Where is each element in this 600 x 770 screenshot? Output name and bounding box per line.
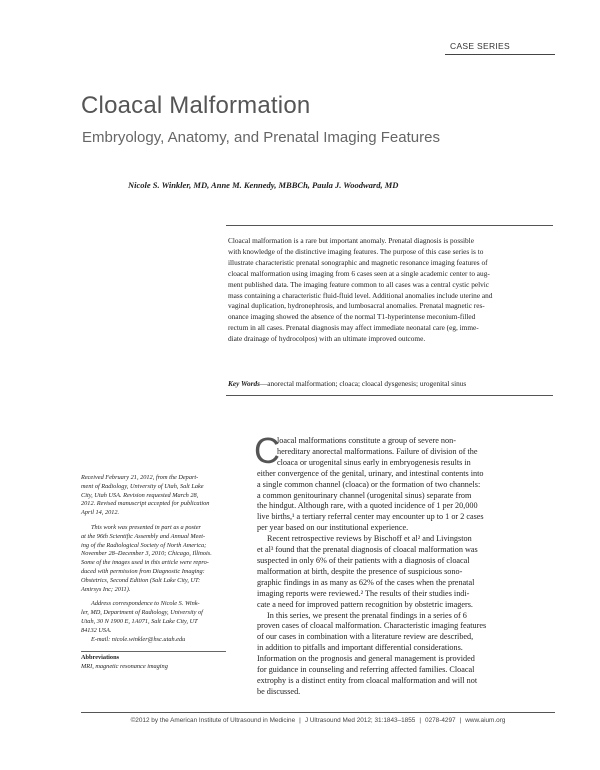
note-line: Some of the images used in this article were repro- [81,559,209,567]
note-line: duced with permission from Diagnostic Imaging: [81,567,205,575]
body-line: live births,¹ a tertiary referral center may encounter up to 1 or 2 cases [257,512,484,522]
drop-cap: C [254,430,280,471]
body-line: cloaca or urogenital sinus early in embryogenesis results in [277,457,471,467]
note-line: ing of the Radiological Society of North America; [81,541,207,549]
received-note [81,474,226,518]
article-notes-sidebar [81,474,226,650]
presented-note [81,524,226,594]
footer-separator: | [419,717,422,724]
body-line: suspected in only 6% of their patients with a diagnosis of cloacal [257,555,470,565]
body-line: either convergence of the genital, urinary, and intestinal contents into [257,468,484,478]
footer-separator: | [299,717,301,724]
keywords [228,379,558,388]
body-line: cate a need for improved pattern recognition by obstetric imagers. [257,599,473,609]
footer-url[interactable]: www.aium.org [465,717,506,724]
abstract-line: Cloacal malformation is a rare but important anomaly. Prenatal diagnosis is possible [228,236,474,245]
keywords-list: —anorectal malformation; cloaca; cloacal dysgenesis; urogenital sinus [259,379,467,388]
body-line: be discussed. [257,686,301,696]
abstract-line: with knowledge of the distinctive imaging features. The purpose of this case series is to [228,246,484,256]
note-line: Utah, 30 N 1900 E, 1A071, Salt Lake City, UT [81,617,198,625]
footer-copyright: ©2012 by the American Institute of Ultrasound in Medicine [130,717,296,724]
footer-rule [81,712,555,713]
body-line: of our cases in combination with a literature review are described, [257,632,474,642]
note-line: April 14, 2012. [81,509,120,517]
article-authors: Nicole S. Winkler, MD, Anne M. Kennedy, MBBCh, Paula J. Woodward, MD [128,180,399,190]
body-line: In this series, we present the prenatal findings in a series of 6 [267,610,467,620]
body-line: a single common channel (cloaca) or the formation of two channels: [257,479,481,489]
section-label: CASE SERIES [450,41,510,51]
abbreviations-rule [81,651,226,652]
abstract-line: ment published data. The imaging feature common to all cases was a central cystic pelvic [228,279,490,289]
note-line: Address correspondence to Nicole S. Wink- [91,600,200,608]
body-line: proven cases of cloacal malformation. Characteristic imaging features [257,621,487,631]
note-line: 2012. Revised manuscript accepted for publication [81,500,210,508]
note-line: Received February 21, 2012, from the Depart- [81,474,199,481]
correspondence-note [81,600,226,644]
body-line: per year based on our institutional experience. [257,523,409,533]
abbreviations-label: Abbreviations [81,654,120,661]
article-title: Cloacal Malformation [81,92,311,119]
keywords-label: Key Words [228,379,260,388]
body-line: et al³ found that the prenatal diagnosis of cloacal malformation was [257,545,478,555]
note-line: ment of Radiology, University of Utah, Salt Lake [81,482,204,490]
abstract-top-rule [226,225,553,226]
body-line: extrophy is a distinct entity from cloacal malformation and will not [257,675,478,685]
body-line: a common genitourinary channel (urogenital sinus) separate from [257,490,472,500]
body-line: in addition to pitfalls and important differential considerations. [257,643,463,653]
body-line: loacal malformations constitute a group of severe non- [277,436,456,445]
note-line: 84132 USA. [81,626,112,634]
email-line: E-mail: nicole.winkler@hsc.utah.edu [91,635,186,643]
note-line: November 28–December 3, 2010; Chicago, Illinois. [81,550,212,558]
body-line: malformation at birth, despite the presence of suspicious sono- [257,566,463,576]
body-text [257,436,555,698]
footer-separator: | [459,717,462,724]
abstract-line: cloacal malformation using imaging from 6 cases seen at a single academic center to aug- [228,268,490,278]
body-line: for guidance in counseling and referring affected families. Cloacal [257,665,475,675]
body-line: graphic findings in as many as 62% of the cases when the prenatal [257,577,475,587]
abbreviations-text: MRI, magnetic resonance imaging [81,662,168,670]
page-footer [81,717,555,724]
footer-citation: J Ultrasound Med 2012; 31:1843–1855 [304,717,416,724]
body-line: Recent retrospective reviews by Bischoff et al² and Livingston [267,534,472,544]
abstract-bottom-rule [226,395,553,396]
note-line: Amirsys Inc; 2011). [81,585,131,593]
abstract-line: onance imaging showed the absence of the normal T1-hyperintense meconium-filled [228,312,476,322]
abstract-line: diate drainage of hydrocolpos) with an ultimate improved outcome. [228,334,426,344]
body-line: Information on the prognosis and general management is provided [257,654,475,664]
abstract-line: illustrate characteristic prenatal sonographic and magnetic resonance imaging features of [228,257,488,267]
note-line: ler, MD, Department of Radiology, University of [81,609,203,617]
article-subtitle: Embryology, Anatomy, and Prenatal Imaging Features [82,129,440,146]
body-line: the hindgut. Although rare, with a quoted incidence of 1 per 20,000 [257,501,478,511]
note-line: This work was presented in part as a poster [91,523,201,531]
body-line: hereditary anorectal malformations. Failure of division of the [277,446,478,456]
abstract-line: rectum in all cases. Prenatal diagnosis may affect immediate neonatal care (eg, imme- [228,323,479,333]
note-line: City, Utah USA. Revision requested March 28, [81,491,199,499]
abstract-line: mass containing a characteristic fluid-fluid level. Additional anomalies include uterine and [228,290,493,300]
abstract-line: vaginal duplication, hydronephrosis, and lumbosacral anomalies. Prenatal magnetic res- [228,301,485,311]
note-line: at the 96th Scientific Assembly and Annual Meet- [81,532,206,540]
footer-issn: 0278-4297 [425,717,456,724]
body-line: imaging reports were reviewed.² The results of their studies indi- [257,588,470,598]
section-rule [445,54,555,55]
abbreviations [81,654,168,672]
note-line: Obstetrics, Second Edition (Salt Lake City, UT: [81,576,201,584]
abstract [228,236,554,345]
